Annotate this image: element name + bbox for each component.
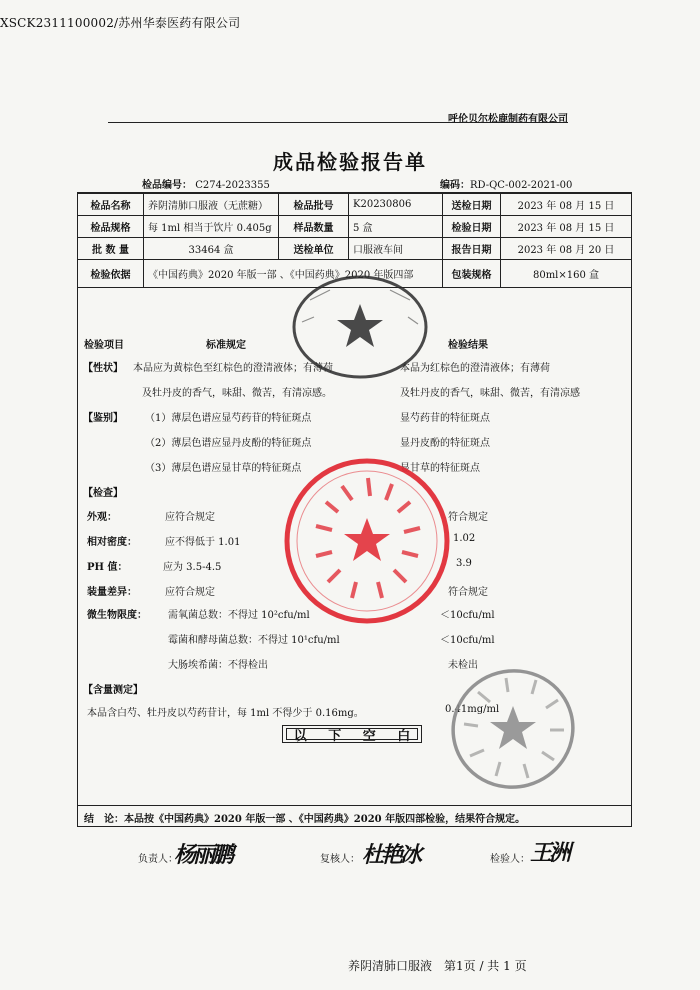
- value-batch-qty: 33464 盒: [144, 238, 279, 260]
- appearance-standard-2: 及牡丹皮的香气，味甜、微苦，有清凉感。: [142, 388, 332, 399]
- inspect-result: 符合规定: [448, 512, 488, 523]
- form-number: 编码：RD-QC-002-2021-00: [440, 180, 573, 191]
- value-sample-qty: 5 盒: [349, 216, 443, 238]
- inspect-label: 外观：: [87, 512, 117, 523]
- label-report-date: 报告日期: [443, 238, 501, 260]
- inspect-result: 1.02: [453, 533, 476, 544]
- label-pack: 包装规格: [443, 260, 501, 288]
- inspect-standard: 大肠埃希菌：不得检出: [168, 660, 268, 671]
- inspection-seal-stamp-top: [290, 272, 430, 382]
- inspect-result: 3.9: [456, 558, 472, 569]
- label-test-date: 检验日期: [443, 216, 501, 238]
- table-row: [78, 216, 632, 238]
- reviewer-signature: 杜艳冰: [362, 842, 420, 868]
- inspect-result: ＜10cfu/ml: [440, 610, 495, 621]
- conclusion-rule: [77, 805, 632, 806]
- section-inspection: 【检查】: [83, 488, 123, 499]
- watermark-stamp: XSCK2311100002/苏州华泰医药有限公司: [0, 16, 241, 30]
- end-of-content-box: [282, 725, 422, 743]
- end-char: 下: [328, 728, 342, 744]
- inspect-label: 相对密度：: [87, 537, 137, 548]
- inspect-result: ＜10cfu/ml: [440, 635, 495, 646]
- ident-result-1: 显芍药苷的特征斑点: [400, 413, 490, 424]
- star-icon: [337, 304, 383, 347]
- page-title: 成品检验报告单: [273, 150, 427, 174]
- value-spec: 每 1ml 相当于饮片 0.405g: [144, 216, 279, 238]
- inspect-standard: 应符合规定: [165, 512, 215, 523]
- end-box-inner-border: [286, 728, 418, 740]
- assay-result: 0.41mg/ml: [445, 704, 500, 715]
- inspect-standard: 需氧菌总数：不得过 10²cfu/ml: [168, 610, 310, 621]
- section-identification: 【鉴别】: [83, 413, 123, 424]
- inspect-label: PH 值：: [87, 562, 128, 573]
- inspect-standard: 应不得低于 1.01: [165, 537, 241, 548]
- label-submit-unit: 送检单位: [279, 238, 349, 260]
- inspector-signature: 王洲: [530, 840, 569, 866]
- inspect-label: 装量差异：: [87, 587, 137, 598]
- inspect-result: 未检出: [448, 660, 478, 671]
- inspect-standard: 霉菌和酵母菌总数：不得过 10¹cfu/ml: [168, 635, 340, 646]
- end-char: 白: [397, 728, 411, 744]
- inspect-label: 微生物限度：: [87, 610, 147, 621]
- value-submit-date: 2023 年 08 月 15 日: [501, 194, 632, 216]
- ident-standard-3: （3）薄层色谱应显甘草的特征斑点: [145, 463, 302, 474]
- reviewer-label: 复核人：: [320, 854, 360, 865]
- header-rule: [108, 122, 568, 123]
- label-submit-date: 送检日期: [443, 194, 501, 216]
- value-test-date: 2023 年 08 月 15 日: [501, 216, 632, 238]
- ident-result-3: 显甘草的特征斑点: [400, 463, 480, 474]
- ident-standard-1: （1）薄层色谱应显芍药苷的特征斑点: [145, 413, 312, 424]
- appearance-result-2: 及牡丹皮的香气，味甜、微苦，有清凉感: [400, 388, 580, 399]
- label-sample-name: 检品名称: [78, 194, 144, 216]
- label-spec: 检品规格: [78, 216, 144, 238]
- ident-standard-2: （2）薄层色谱应显丹皮酚的特征斑点: [145, 438, 312, 449]
- star-icon: [490, 706, 536, 749]
- ident-result-2: 显丹皮酚的特征斑点: [400, 438, 490, 449]
- section-appearance: 【性状】: [83, 363, 123, 374]
- value-basis: 《中国药典》2020 年版一部 、《中国药典》2020 年版四部: [144, 260, 443, 288]
- report-number: 检品编号： C274-2023355: [142, 180, 270, 191]
- col-item-header: 检验项目: [84, 340, 124, 351]
- table-row: [78, 238, 632, 260]
- end-char: 空: [362, 728, 376, 744]
- col-result-header: 检验结果: [448, 340, 488, 351]
- company-name: 呼伦贝尔松鹿制药有限公司: [448, 114, 568, 125]
- inspect-result: 符合规定: [448, 587, 488, 598]
- responsible-label: 负责人：: [138, 854, 178, 865]
- company-red-seal-stamp: [282, 456, 452, 626]
- responsible-signature: 杨丽鹏: [174, 842, 232, 868]
- value-batch-no: K20230806: [349, 194, 443, 216]
- value-pack: 80ml×160 盒: [501, 260, 632, 288]
- section-assay: 【含量测定】: [83, 685, 143, 696]
- label-sample-qty: 样品数量: [279, 216, 349, 238]
- value-submit-unit: 口服液车间: [349, 238, 443, 260]
- label-basis: 检验依据: [78, 260, 144, 288]
- col-standard-header: 标准规定: [206, 340, 246, 351]
- end-char: 以: [293, 728, 307, 744]
- label-batch-qty: 批 数 量: [78, 238, 144, 260]
- inspector-label: 检验人：: [490, 854, 530, 865]
- label-batch-no: 检品批号: [279, 194, 349, 216]
- quality-gray-seal-stamp: [448, 664, 578, 794]
- star-icon: [344, 518, 390, 561]
- inspect-standard: 应符合规定: [165, 587, 215, 598]
- table-row: [78, 194, 632, 216]
- page-footer: 养阴清肺口服液 第1页 / 共 1 页: [348, 959, 527, 973]
- value-report-date: 2023 年 08 月 20 日: [501, 238, 632, 260]
- value-sample-name: 养阴清肺口服液（无蔗糖）: [144, 194, 279, 216]
- inspect-standard: 应为 3.5-4.5: [163, 562, 222, 573]
- appearance-standard-1: 本品应为黄棕色至红棕色的澄清液体；有薄荷: [133, 363, 333, 374]
- conclusion: 结 论：本品按《中国药典》2020 年版一部 、《中国药典》2020 年版四部检验，结果符合规定。: [84, 814, 526, 825]
- appearance-result-1: 本品为红棕色的澄清液体；有薄荷: [400, 363, 550, 374]
- assay-standard: 本品含白芍、牡丹皮以芍药苷计，每 1ml 不得少于 0.16mg。: [87, 708, 364, 719]
